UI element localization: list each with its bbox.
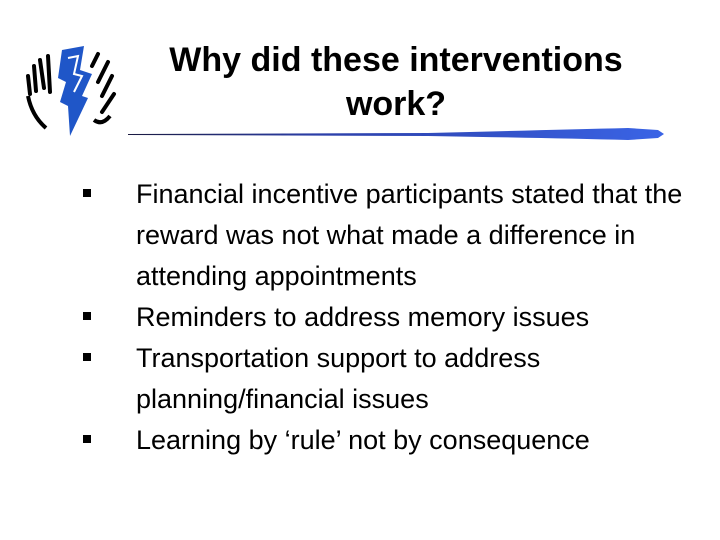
bullet-list [80, 174, 700, 461]
bullet-text: Financial incentive participants stated that the reward was not what made a difference in attending appointments [136, 179, 683, 291]
bullet-text: Learning by ‘rule’ not by consequence [136, 425, 590, 455]
slide-title-line-2: work? [345, 85, 447, 123]
square-bullet-icon [83, 189, 91, 197]
square-bullet-icon [83, 312, 91, 320]
bullet-text: Transportation support to address planning/financial issues [136, 343, 541, 414]
bullet-item [80, 297, 700, 338]
title-underline [128, 124, 664, 144]
slide-title [118, 38, 674, 126]
bullet-item [80, 338, 700, 420]
slide-title-line-1: Why did these interventions [169, 41, 623, 79]
square-bullet-icon [83, 353, 91, 361]
hands-logo-icon [22, 36, 118, 146]
square-bullet-icon [83, 435, 91, 443]
bullet-item [80, 174, 700, 297]
bullet-text: Reminders to address memory issues [136, 302, 590, 332]
bullet-item [80, 420, 700, 461]
